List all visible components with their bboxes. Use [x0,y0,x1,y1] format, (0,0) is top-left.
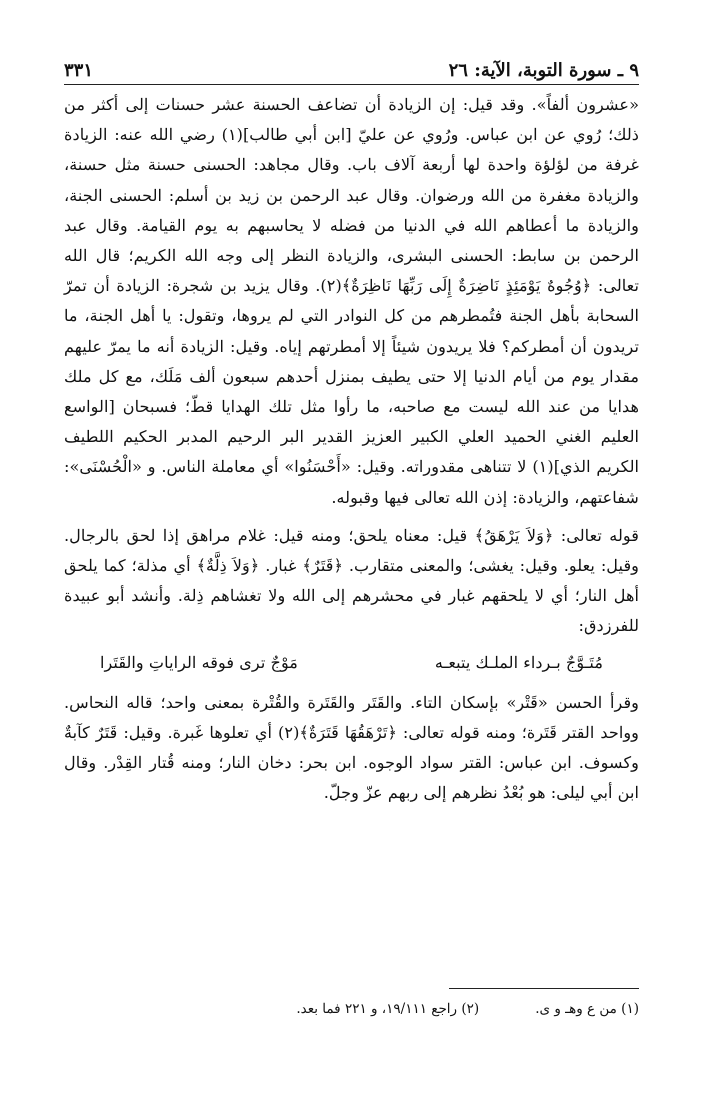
running-header [64,60,639,81]
surah-ayah-title: ٩ ـ سورة التوبة، الآية: ٢٦ [448,60,639,81]
footnote-2: (٢) راجع ١٩/١١١، و ٢٢١ فما بعد. [296,1001,480,1017]
footnote-1: (١) من ع وهـ و ى. [535,1001,639,1017]
page-number: ٣٣١ [64,60,94,81]
main-text [64,90,639,809]
paragraph-1: «عشرون ألفاً». وقد قيل: إن الزيادة أن تضاعف الحسنة عشر حسنات إلى أكثر من ذلك؛ رُوي عن ابن عباس. ورُوي عن عليّ [ابن أبي طالب](١) رضي الله عنه: الزيادة غرفة من لؤلؤة واحدة لها أربعة آلاف باب. وقال مجاهد: الحسنى حسنة مثل حسنة، والزيادة مغفرة من الله ورضوان. وقال عبد الرحمن بن زيد بن أسلم: الحسنى الجنة، والزيادة ما أعطاهم الله في الدنيا من فضله لا يحاسبهم به يوم القيامة. وقال عبد الرحمن بن سابط: الحسنى البشرى، والزيادة النظر إلى وجه الله الكريم؛ قال الله تعالى: ﴿وُجُوهٌ يَوْمَئِذٍ نَاضِرَةٌ إِلَى رَبِّهَا نَاظِرَةٌ﴾(٢). وقال يزيد بن شجرة: الزيادة أن تمرّ السحابة بأهل الجنة فتُمطرهم من كل النوادر التي لم يروها، وتقول: يا أهل الجنة، ما تريدون أن أمطركم؟ فلا يريدون شيئاً إلا أمطرتهم إياه. وقيل: الزيادة أنه ما يمرّ عليهم مقدار يوم من أيام الدنيا إلا حتى يطيف بمنزل أحدهم سبعون ألف مَلَك، مع كل ملك هدايا من عند الله ليست مع صاحبه، ما رأوا مثل تلك الهدايا قطّ؛ فسبحان [الواسع العليم الغني الحميد العلي الكبير العزيز القدير البر الرحيم المدبر الحكيم اللطيف الكريم الذي](١) لا تتناهى مقدوراته. وقيل: «أَحْسَنُوا» أي معاملة الناس. و «الْحُسْنَى»: شفاعتهم، والزيادة: إذن الله تعالى فيها وقبوله. [64,95,640,507]
paragraph-3: وقرأ الحسن «قَتْر» بإسكان التاء. والقَتَر والقَتَرة والقُتْرة بمعنى واحد؛ قاله النحاس. وواحد القتر قَتَرة؛ ومنه قوله تعالى: ﴿تَرْهَقُهَا قَتَرَةٌ﴾(٢) أي تعلوها غَبرة. وقيل: قَتَرٌ كآبةٌ وكسوف. ابن عباس: القتر سواد الوجوه. ابن بحر: دخان النار؛ ومنه قُتار القِدْر. وقال ابن أبي ليلى: هو بُعْدُ نظرهم إلى ربهم عزّ وجلّ. [64,692,639,803]
verse-second-hemistich: مَوْجٌ ترى فوقه الراياتِ والقَتَرا [100,652,298,672]
poetry-verse [64,648,639,678]
header-rule [64,84,639,85]
paragraph-2: قوله تعالى: ﴿وَلاَ يَرْهَقُ﴾ قيل: معناه يلحق؛ ومنه قيل: غلام مراهق إذا لحق بالرجال. وقيل: يعلو. وقيل: يغشى؛ والمعنى متقارب. ﴿قَتَرٌ﴾ غبار. ﴿وَلاَ ذِلَّةٌ﴾ أي مذلة؛ كما يلحق أهل النار؛ أي لا يلحقهم غبار في محشرهم إلى الله ولا تغشاهم ذِلة. وأنشد أبو عبيدة للفرزدق: [64,525,639,636]
footnote-rule [449,988,639,989]
footnotes [64,998,639,1020]
verse-first-hemistich: مُتَـوَّجٌ بـرداء الملـك يتبعـه [434,652,603,672]
